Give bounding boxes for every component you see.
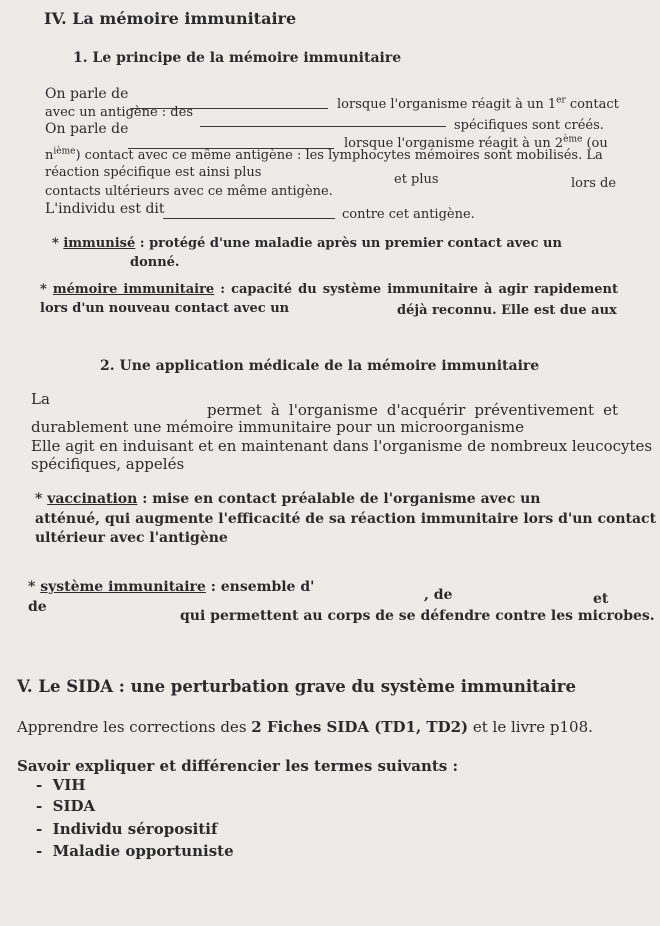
- p2-text: permet à l'organisme d'acquérir préventivement et: [207, 401, 618, 419]
- list-item: - VIH: [36, 776, 86, 794]
- p2-text: Elle agit en induisant et en maintenant dans l'organisme de nombreux leucocytes: [31, 437, 653, 455]
- definition-systeme-mid: , de: [424, 587, 453, 603]
- p1-text: et plus: [394, 172, 439, 187]
- definition-systeme-line2a: de: [28, 599, 47, 615]
- p1-text: $n^{ième}$) contact avec ce même antigène : les lymphocytes mémoires sont mobilisés. La: [45, 146, 603, 163]
- p1-text: On parle de: [45, 121, 129, 137]
- definition-vaccination: * vaccination : mise en contact préalable de l'organisme avec un: [35, 491, 541, 507]
- section-5-task: Savoir expliquer et différencier les termes suivants :: [17, 757, 459, 775]
- definition-immunise-line2: donné.: [130, 255, 180, 270]
- p1-text: lorsque l'organisme réagit à un 2ème (ou: [344, 134, 608, 151]
- p1-text: spécifiques sont créés.: [454, 118, 604, 133]
- p2-text: La: [31, 390, 50, 408]
- definition-memoire: * mémoire immunitaire : capacité du système immunitaire à agir rapidement: [40, 282, 618, 297]
- p1-text: contacts ultérieurs avec ce même antigène.: [45, 184, 333, 199]
- definition-systeme-line2b: qui permettent au corps de se défendre contre les microbes.: [180, 608, 655, 624]
- p1-text: On parle de: [45, 86, 129, 102]
- p2-text: durablement une mémoire immunitaire pour un microorganisme: [31, 418, 525, 436]
- list-item: - SIDA: [36, 797, 96, 815]
- subsection-2-title: 2. Une application médicale de la mémoire immunitaire: [100, 358, 540, 374]
- section-4-title: IV. La mémoire immunitaire: [44, 9, 297, 28]
- definition-systeme: * système immunitaire : ensemble d': [28, 579, 315, 595]
- definition-systeme-end: et: [593, 591, 609, 607]
- blank-line[interactable]: [200, 126, 446, 127]
- p2-text: spécifiques, appelés: [31, 455, 185, 473]
- list-item: - Maladie opportuniste: [36, 842, 234, 860]
- section-5-instruction: Apprendre les corrections des 2 Fiches SIDA (TD1, TD2) et le livre p108.: [17, 718, 593, 736]
- blank-line[interactable]: [163, 218, 335, 219]
- subsection-1-title: 1. Le principe de la mémoire immunitaire: [73, 50, 402, 66]
- p1-text: lorsque l'organisme réagit à un 1er contact: [337, 95, 619, 112]
- section-5-title: V. Le SIDA : une perturbation grave du système immunitaire: [17, 677, 576, 696]
- p1-text: avec un antigène : des: [45, 105, 193, 120]
- definition-vaccination-line2: atténué, qui augmente l'efficacité de sa réaction immunitaire lors d'un contact: [35, 511, 657, 527]
- p1-text: L'individu est dit: [45, 201, 165, 217]
- definition-immunise: * immunisé : protégé d'une maladie après un premier contact avec un: [52, 236, 562, 251]
- p1-text: contre cet antigène.: [342, 207, 475, 222]
- list-item: - Individu séropositif: [36, 820, 218, 838]
- definition-memoire-line2b: déjà reconnu. Elle est due aux: [397, 303, 617, 318]
- p1-text: réaction spécifique est ainsi plus: [45, 165, 262, 180]
- definition-memoire-line2a: lors d'un nouveau contact avec un: [40, 301, 290, 316]
- p1-text: lors de: [571, 176, 617, 191]
- definition-vaccination-line3: ultérieur avec l'antigène: [35, 530, 228, 546]
